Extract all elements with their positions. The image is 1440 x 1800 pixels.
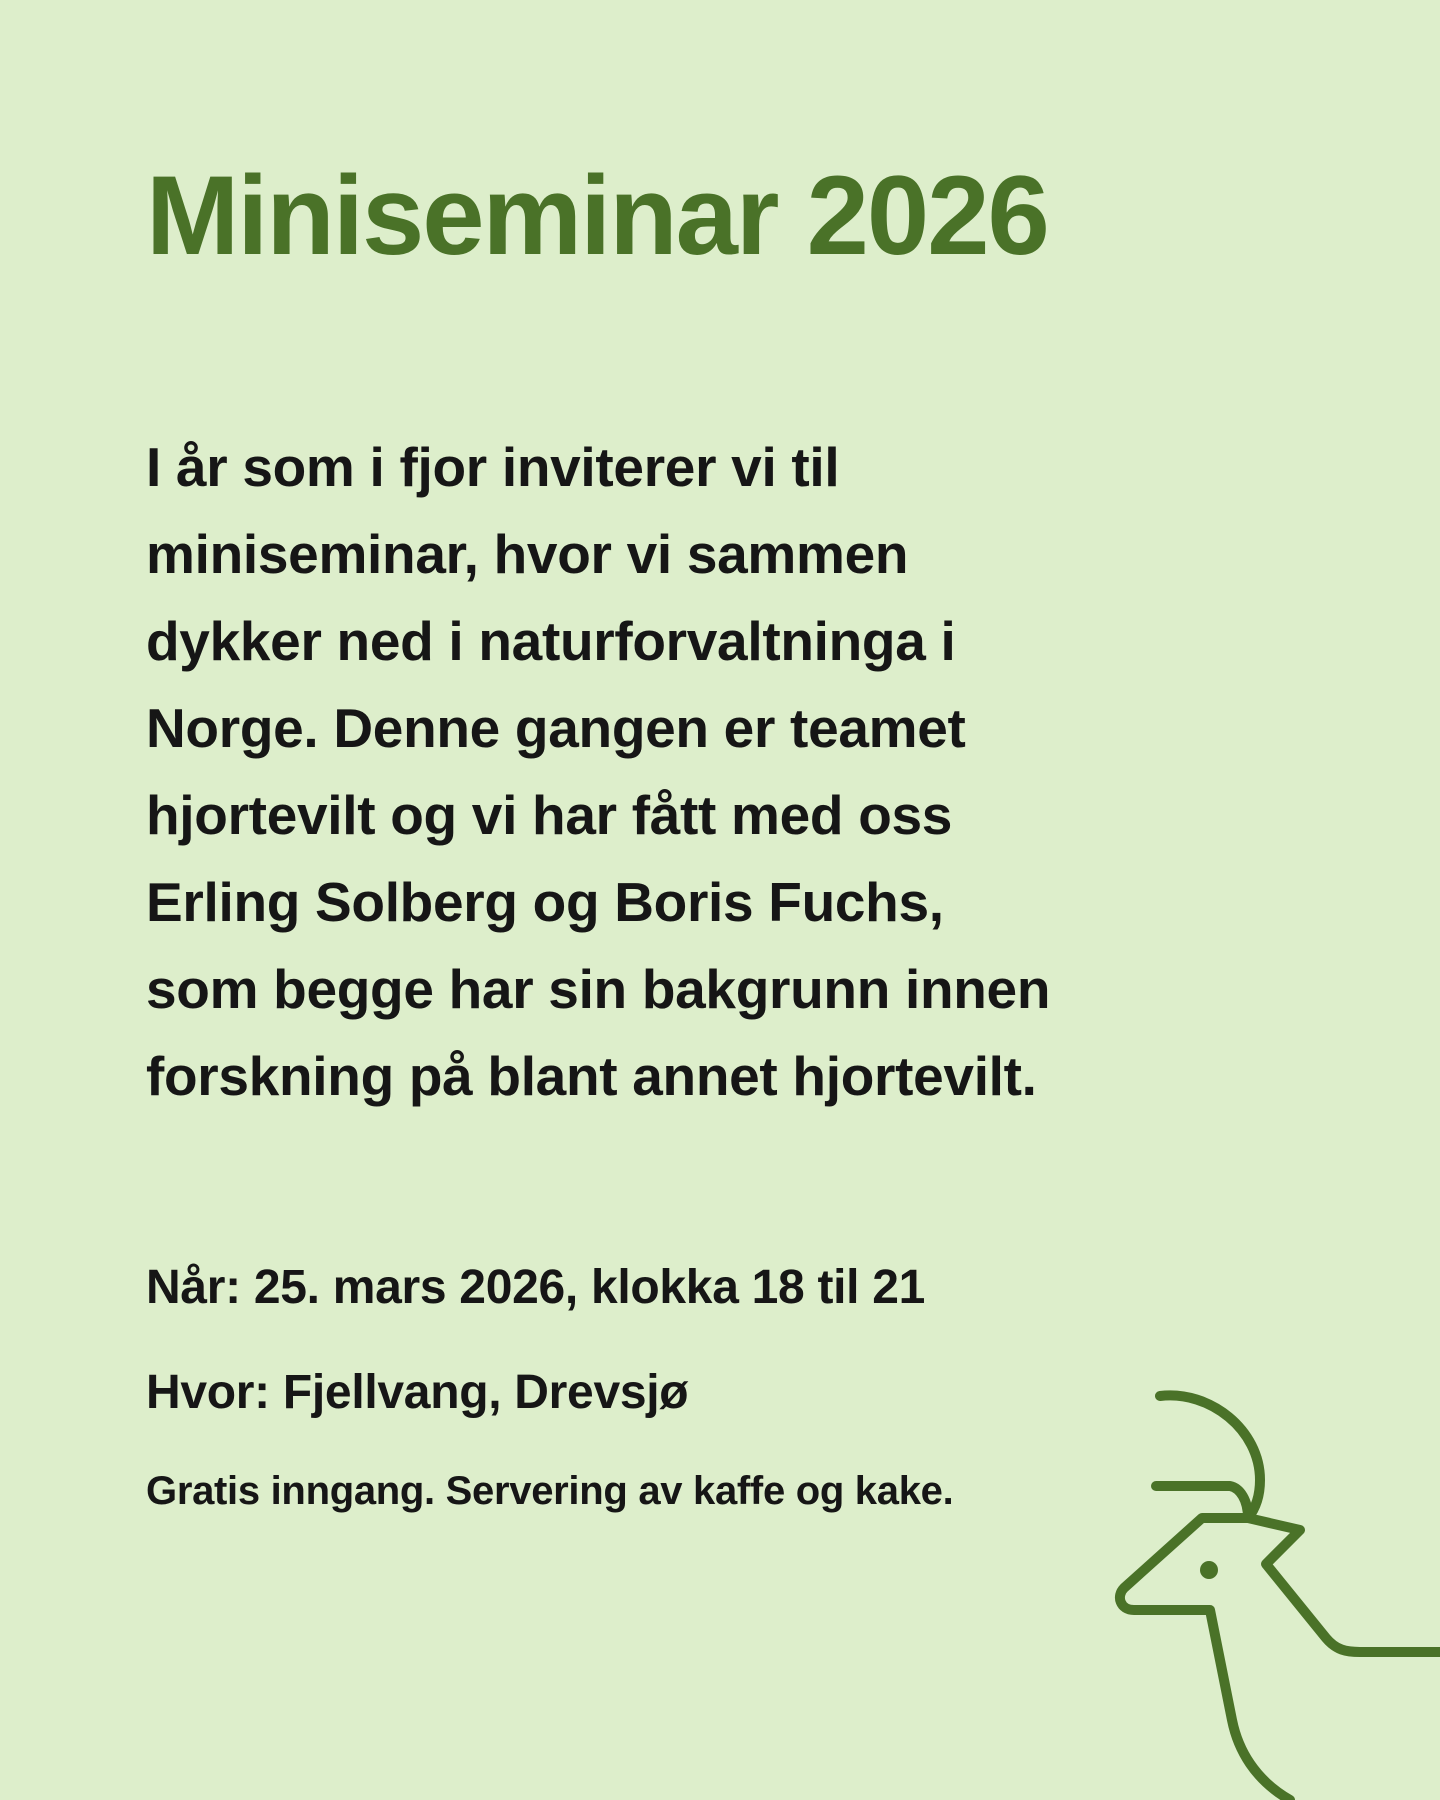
invitation-line: forskning på blant annet hjortevilt.: [146, 1045, 1037, 1107]
invitation-line: miniseminar, hvor vi sammen: [146, 523, 909, 585]
deer-outline-icon: [1090, 1370, 1440, 1800]
deer-head: [1248, 1518, 1440, 1652]
invitation-text: [146, 424, 1296, 1120]
event-location: Hvor: Fjellvang, Drevsjø: [146, 1366, 689, 1419]
deer-eye-icon: [1200, 1561, 1218, 1579]
invitation-line: Erling Solberg og Boris Fuchs,: [146, 871, 944, 933]
event-time: Når: 25. mars 2026, klokka 18 til 21: [146, 1261, 926, 1314]
event-note: Gratis inngang. Servering av kaffe og kake.: [146, 1469, 954, 1513]
invitation-line: I år som i fjor inviterer vi til: [146, 436, 840, 498]
invitation-line: som begge har sin bakgrunn innen: [146, 958, 1051, 1020]
invitation-line: dykker ned i naturforvaltninga i: [146, 610, 956, 672]
poster-title: Miniseminar 2026: [146, 153, 1048, 278]
invitation-line: hjortevilt og vi har fått med oss: [146, 784, 953, 846]
invitation-line: Norge. Denne gangen er teamet: [146, 697, 966, 759]
